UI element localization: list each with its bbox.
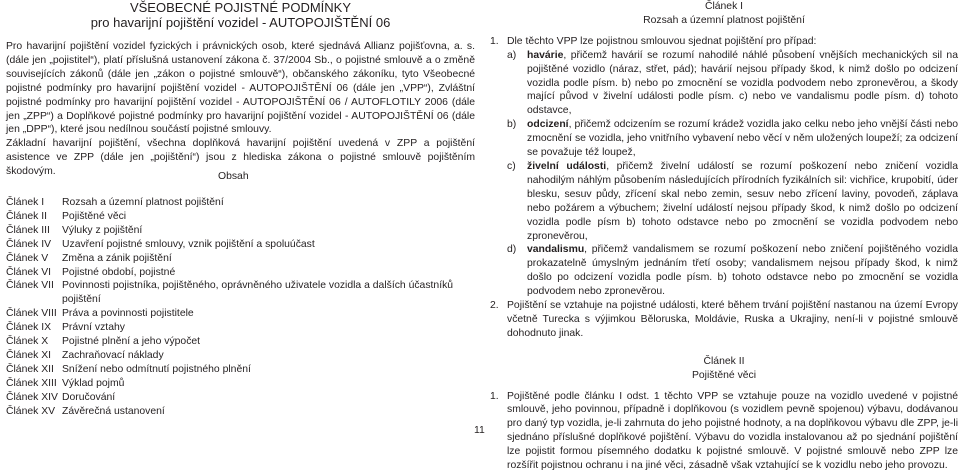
article-2-number: Článek II xyxy=(703,355,745,367)
article-2-item-1-text: Pojištěné podle článku I odst. 1 těchto VPP se vztahuje pouze na vozidlo uvedené v pojistné smlouvě, jeho povinnou, případně i doplňkovou (s vozidlem pevně spojenou) výbavu, dodávanou pro daný typ vozidla, je-li zahrnuta do jeho pojistné hodnoty, a na doplňkovou výbavu dle ZPP, je-li sjednáno příslušné doplňkové pojištění. Výbavu do vozidla instalovanou až po sjednání pojištění lze pojistit formou písemného dodatku k pojistné smlouvě. V pojistné smlouvě nebo ZPP lze rozšířit pojistnou ochranu i na jiné věci, zásadně však vztahující se k vozidlu nebo jeho provozu. xyxy=(507,390,958,472)
item-number: 1. xyxy=(490,35,499,47)
right-column xyxy=(490,0,958,473)
toc-item-label: Závěrečná ustanovení xyxy=(62,405,165,417)
toc-item xyxy=(6,252,475,266)
toc-item-label: Změna a zánik pojištění xyxy=(62,252,172,264)
toc-item-number: Článek II xyxy=(6,210,48,222)
subitem-term: odcizení xyxy=(527,119,569,131)
toc-item-number: Článek I xyxy=(6,197,45,208)
toc-item-label: Povinnosti pojistníka, pojištěného, oprávněného uživatele vozidla a dalších účastníků pojištění xyxy=(62,280,454,306)
toc-item-label: Zachraňovací náklady xyxy=(62,349,164,361)
intro-paragraph-1: Pro havarijní pojištění vozidel fyzických i právnických osob, které sjednává Allianz pojišťovna, a. s. (dále jen „pojistitel“), platí příslušná ustanovení zákona č. 37/2004 Sb., o pojistné smlouvě a o změně souvisejících zákonů (dále jen „zákon o pojistné smlouvě“), občanského zákoníku, tyto Všeobecné pojistné podmínky pro havarijní pojištění vozidel - AUTOPOJIŠTĚNÍ 06 (dále jen „VPP“), Zvláštní pojistné podmínky pro havarijní pojištění vozidel - AUTOPOJIŠTĚNÍ 06 / AUTOFLOTILY 2006 (dále jen „ZPP“) a Doplňkové pojistné podmínky pro havarijní pojištění vozidel - AUTOPOJIŠTĚNÍ 06 (dále jen „DPP“), které jsou nedílnou součástí pojistné smlouvy. xyxy=(6,41,475,136)
item-2-text: Pojištění se vztahuje na pojistné události, které během trvání pojištění nastanou na území Evropy včetně Turecka s výjimkou Běloruska, Moldávie, Ruska a Ukrajiny, není-li v pojistné smlouvě dohodnuto jinak. xyxy=(507,300,958,339)
subitem-body xyxy=(527,160,958,243)
article-2-title: Pojištěné věci xyxy=(691,369,757,381)
subitem-term: vandalismu xyxy=(527,244,585,256)
toc-item xyxy=(6,363,475,377)
toc-item xyxy=(6,266,475,280)
toc-item-label: Výklad pojmů xyxy=(62,377,125,389)
toc-item xyxy=(6,335,475,349)
subitem-text: , přičemž živelní událostí se rozumí poškození nebo zničení vozidla nahodilým náhlým působením následujících přírodních fyzikálních sil: vichřice, krupobití, úder blesku, sesuv půdy, zřícení skal nebo zemin, sesuv nebo zřícení laviny, povodeň, záplava nebo požárem a výbuchem; živelní událostí nejsou případy škod, k nimž došlo po odcizení vozidla podle písm b) tohoto odstavce nebo po zmocnění se vozidla podvodem nebo zpronevěrou, xyxy=(527,160,958,242)
article-1-item-2 xyxy=(490,299,958,341)
subitem-letter: c) xyxy=(507,160,516,172)
left-column xyxy=(6,0,475,417)
toc-item-label: Práva a povinnosti pojistitele xyxy=(62,308,194,320)
item-1-lead: Dle těchto VPP lze pojistnou smlouvou sjednat pojištění pro případ: xyxy=(507,35,817,47)
subitem xyxy=(507,160,958,243)
toc-item-label: Pojistné období, pojistné xyxy=(62,266,176,278)
subitem-letter: d) xyxy=(507,244,517,256)
subitem-term: živelní události xyxy=(527,160,607,172)
page-number: 11 xyxy=(474,425,485,436)
item-number: 2. xyxy=(490,300,499,312)
title-line-2: pro havarijní pojištění vozidel - AUTOPOJIŠTĚNÍ 06 xyxy=(90,15,391,30)
article-1-title: Rozsah a územní platnost pojištění xyxy=(643,14,805,26)
subitem-term: havárie xyxy=(527,49,564,61)
toc-item-label: Rozsah a územní platnost pojištění xyxy=(62,197,224,208)
subitem-list xyxy=(507,49,958,299)
toc-item-number: Článek III xyxy=(6,224,50,236)
subitem xyxy=(507,243,958,299)
article-1-heading xyxy=(490,0,958,28)
toc-item xyxy=(6,349,475,363)
toc-item-number: Článek X xyxy=(6,336,49,348)
toc-item xyxy=(6,405,475,419)
article-1-number: Článek I xyxy=(704,1,744,12)
article-2-item-1 xyxy=(490,390,958,473)
subitem-letter: a) xyxy=(507,49,517,61)
toc-item-number: Článek XV xyxy=(6,405,56,417)
toc-heading: Obsah xyxy=(218,171,249,182)
toc-item-label: Snížení nebo odmítnutí pojistného plnění xyxy=(62,363,251,375)
intro-paragraph-2: Základní havarijní pojištění, všechna doplňková havarijní pojištění uvedená v ZPP a pojištění asistence ve ZPP (dále jen „pojištění“) jsou z hlediska zákona o pojistné smlouvě pojištěním škodovým. xyxy=(6,138,475,178)
title-line-1: VŠEOBECNÉ POJISTNÉ PODMÍNKY xyxy=(129,0,352,15)
table-of-contents xyxy=(6,196,475,419)
toc-item-number: Článek XII xyxy=(6,363,54,375)
document-title xyxy=(6,0,475,30)
subitem-body xyxy=(527,243,958,299)
toc-item xyxy=(6,210,475,224)
toc-item xyxy=(6,321,475,335)
toc-item-label: Doručování xyxy=(62,391,116,403)
toc-item-number: Článek IV xyxy=(6,238,52,250)
article-2-heading xyxy=(490,355,958,383)
toc-item-number: Článek VII xyxy=(6,280,54,292)
toc-item-number: Článek XIII xyxy=(6,377,57,389)
subitem-text: , přičemž vandalismem se rozumí poškození nebo zničení pojištěného vozidla prokazatelně úmyslným jednáním třetí osoby; vandalismem nejsou případy škod, k nimž došlo po odcizení vozidla podle písm. b) tohoto odstavce nebo po zmocnění se vozidla podvodem nebo zpronevěrou. xyxy=(527,244,958,298)
toc-item-number: Článek V xyxy=(6,252,49,264)
toc-item xyxy=(6,196,475,210)
toc-item xyxy=(6,377,475,391)
toc-item xyxy=(6,391,475,405)
toc-item xyxy=(6,224,475,238)
toc-item-label: Výluky z pojištění xyxy=(62,224,143,236)
toc-item-label: Právní vztahy xyxy=(62,322,125,334)
toc-item-number: Článek IX xyxy=(6,322,52,334)
subitem-body xyxy=(527,118,958,160)
toc-item-label: Pojištěné věci xyxy=(62,210,127,222)
toc-item xyxy=(6,279,475,307)
subitem-text: , přičemž havárií se rozumí nahodilé náhlé působení vnějších mechanických sil na pojištěné vozidlo (náraz, střet, pád); havárií nejsou případy škod, k nimž došlo po odcizení vozidla podle písm. b) nebo po zmocnění se vozidla podvodem nebo zpronevěrou, a škody mající původ v živelní události podle písm. c) nebo ve vandalismu podle písm. d) tohoto odstavce, xyxy=(527,49,958,117)
toc-item-label: Uzavření pojistné smlouvy, vznik pojištění a spoluúčast xyxy=(62,238,315,250)
subitem xyxy=(507,118,958,160)
article-1-item-1 xyxy=(490,35,958,299)
toc-item-number: Článek XIV xyxy=(6,391,58,403)
toc-item xyxy=(6,307,475,321)
subitem-body xyxy=(527,49,958,119)
subitem-text: , přičemž odcizením se rozumí krádež vozidla jako celku nebo jeho vnější části nebo zmocnění se vozidla, jeho vnitřního vybavení nebo věcí v něm uložených loupeží; za odcizení se považuje též loupež, xyxy=(527,119,958,159)
subitem xyxy=(507,49,958,119)
toc-item-label: Pojistné plnění a jeho výpočet xyxy=(62,336,201,348)
subitem-letter: b) xyxy=(507,119,517,131)
item-number: 1. xyxy=(490,390,499,402)
toc-item-number: Článek VI xyxy=(6,266,52,278)
toc-item-number: Článek VIII xyxy=(6,308,57,320)
toc-item xyxy=(6,238,475,252)
toc-item-number: Článek XI xyxy=(6,349,52,361)
